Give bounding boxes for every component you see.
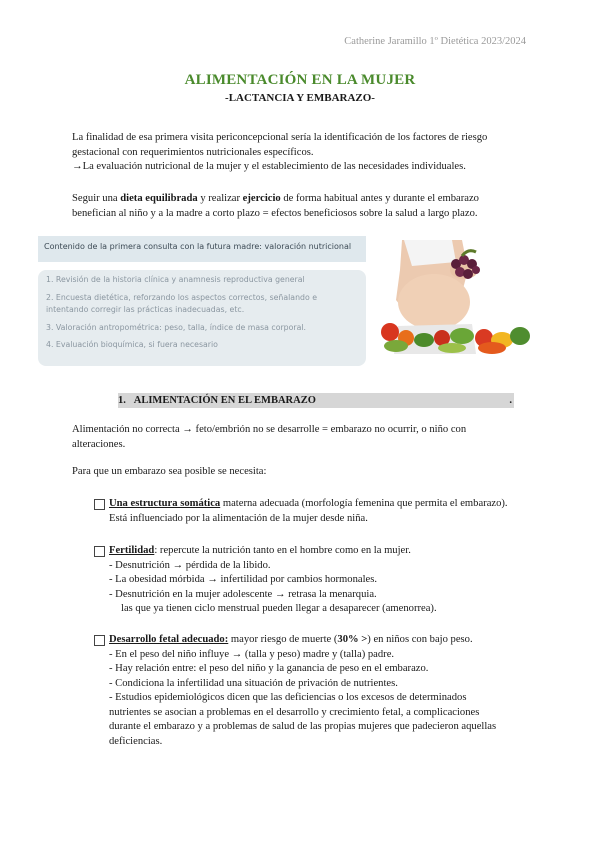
checkbox-icon[interactable]	[94, 546, 105, 557]
bullet-line: - La obesidad mórbida → infertilidad por cambios hormonales.	[109, 574, 378, 585]
page-header: Catherine Jaramillo 1º Dietética 2023/2024	[344, 36, 526, 47]
body-line: Para que un embarazo sea posible se necesita:	[72, 466, 267, 477]
text-run: y realizar	[197, 193, 243, 204]
consult-item: 4. Evaluación bioquímica, si fuera necesario	[46, 340, 218, 349]
bullet-line: - Desnutrición en la mujer adolescente → retrasa la menarquia.	[109, 588, 377, 600]
bold-term: Fertilidad	[109, 545, 155, 556]
section-heading-1	[118, 393, 514, 408]
consult-box-list	[38, 270, 366, 366]
body-line: Alimentación no correcta → feto/embrión no se desarrolle = embarazo no ocurrir, o niño con	[72, 424, 467, 435]
intro-line: gestacional con requerimientos nutricionales específicos.	[72, 146, 314, 158]
text-run: mayor riesgo de muerte (	[228, 634, 338, 645]
checkbox-icon[interactable]	[94, 499, 105, 510]
intro-line: La finalidad de esa primera visita periconcepcional sería la identificación de los factores de riesgo	[72, 132, 488, 143]
bold-term: dieta equilibrada	[120, 193, 198, 204]
intro-line: →La evaluación nutricional de la mujer y el establecimiento de las necesidades individuales.	[72, 161, 466, 172]
section-tail: .	[509, 395, 512, 406]
body-line: alteraciones.	[72, 438, 126, 450]
item-fertilidad	[109, 544, 549, 617]
bold-term: Desarrollo fetal adecuado:	[109, 634, 229, 645]
text-run: ) en niños con bajo peso.	[367, 634, 473, 645]
body-paragraph-1	[72, 423, 542, 452]
consult-box-title: Contenido de la primera consulta con la futura madre: valoración nutricional	[38, 236, 366, 262]
section-title: ALIMENTACIÓN EN EL EMBARAZO	[133, 395, 316, 406]
bold-term: 30% >	[337, 634, 368, 645]
checkbox-icon[interactable]	[94, 635, 105, 646]
document-title: ALIMENTACIÓN EN LA MUJER	[184, 72, 416, 88]
item-line	[109, 497, 549, 512]
intro-line	[72, 192, 542, 207]
document-subtitle: -LACTANCIA Y EMBARAZO-	[225, 92, 375, 104]
consult-box	[38, 236, 366, 366]
intro-paragraph-2	[72, 192, 542, 221]
bullet-line: las que ya tienen ciclo menstrual pueden llegar a desaparecer (amenorrea).	[121, 603, 437, 614]
intro-paragraph-1	[72, 131, 542, 175]
consult-item: 2. Encuesta dietética, reforzando los aspectos correctos, señalando e intentando corregir las prácticas inadecuadas, etc.	[46, 292, 318, 314]
bullet-line: deficiencias.	[109, 735, 163, 747]
bullet-line: - Estudios epidemiológicos dicen que las deficiencias o los excesos de determinados	[109, 692, 467, 703]
text-run: materna adecuada (morfología femenina que permita el embarazo).	[220, 498, 508, 509]
bullet-line: - Hay relación entre: el peso del niño y la ganancia de peso en el embarazo.	[109, 663, 429, 674]
section-number: 1.	[118, 395, 126, 406]
text-run: : repercute la nutrición tanto en el hombre como en la mujer.	[154, 545, 411, 556]
text-run: Seguir una	[72, 193, 121, 204]
item-line	[109, 633, 549, 648]
consult-item: 3. Valoración antropométrica: peso, talla, índice de masa corporal.	[46, 322, 307, 332]
item-desarrollo	[109, 633, 549, 749]
bold-term: ejercicio	[242, 193, 281, 204]
body-paragraph-2	[72, 465, 542, 480]
item-estructura	[109, 497, 549, 526]
pregnant-woman-with-vegetables-icon	[372, 240, 532, 354]
item-line: Está influenciado por la alimentación de la mujer desde niña.	[109, 512, 368, 524]
intro-line: benefician al niño y a la madre a corto plazo = efectos beneficiosos sobre la salud a largo plazo.	[72, 207, 478, 219]
bullet-line: nutrientes se asocian a problemas en el desarrollo y crecimiento fetal, a complicaciones	[109, 706, 480, 718]
photo-illustration	[372, 240, 532, 354]
bullet-line: - Condiciona la infertilidad una situación de privación de nutrientes.	[109, 677, 398, 689]
bullet-line: durante el embarazo y a problemas de salud de las propias mujeres que padecieron aquellas	[109, 721, 497, 732]
consult-item: 1. Revisión de la historia clínica y anamnesis reproductiva general	[46, 275, 305, 284]
bold-term: Una estructura somática	[109, 498, 221, 509]
text-run: de forma habitual antes y durante el embarazo	[280, 193, 479, 204]
bullet-line: - En el peso del niño influye → (talla y peso) madre y (talla) padre.	[109, 648, 395, 660]
item-line	[109, 544, 549, 559]
bullet-line: - Desnutrición → pérdida de la libido.	[109, 559, 271, 571]
